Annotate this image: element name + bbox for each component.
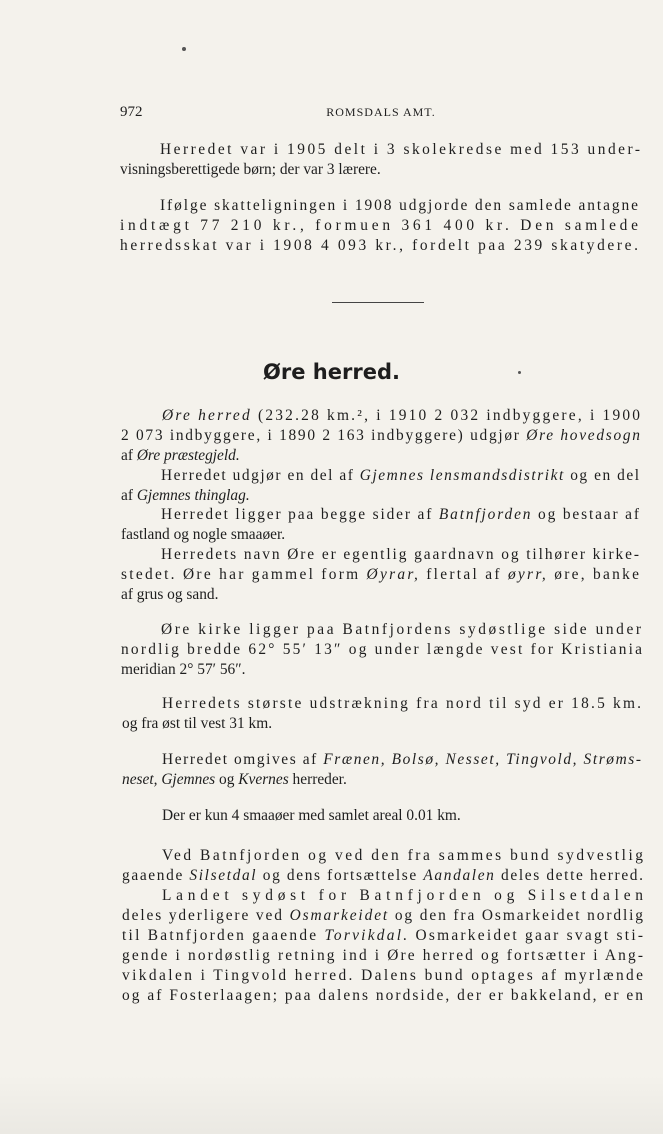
text-line (160, 196, 640, 216)
italic-text: Frænen, Bolsø, Nesset, Tingvold, Strøms- (323, 751, 643, 768)
italic-text: neset, Gjemnes (122, 771, 216, 788)
text-line (120, 236, 641, 256)
text-span: og dens fortsættelse (257, 867, 424, 884)
text-line (162, 846, 646, 866)
text-span: visningsberettigede børn; der var 3 lærere. (120, 161, 381, 178)
italic-text: Osmarkeidet (289, 907, 390, 924)
text-span: og bestaar af (532, 506, 641, 523)
text-span: og en del (564, 467, 641, 484)
text-span: fastland og nogle smaaøer. (121, 526, 286, 543)
text-span: Ved Batnfjorden og ved den fra sammes bund sydvestlig (162, 847, 646, 864)
italic-text: Torvikdal. (324, 927, 410, 944)
text-line (161, 620, 644, 640)
italic-text: Gjemnes thinglag. (136, 487, 250, 504)
text-line (122, 770, 347, 790)
text-line (121, 565, 641, 585)
text-line (121, 585, 218, 605)
text-line (121, 446, 240, 466)
text-span: herredsskat var i 1908 4 093 kr., fordelt paa 239 skatydere. (120, 237, 641, 254)
italic-text: Øre præstegjeld. (136, 447, 240, 464)
text-line (162, 694, 643, 714)
text-line (122, 714, 272, 734)
page-header (120, 104, 642, 124)
text-span: Herredets navn Øre er egentlig gaardnavn og tilhører kirke- (161, 546, 641, 563)
speck-mark (182, 47, 186, 51)
text-line (122, 966, 645, 986)
text-span: og af Fosterlaagen; paa dalens nordside, der er bakkeland, er en (122, 987, 646, 1004)
text-span: af (121, 487, 137, 504)
text-line (121, 660, 246, 680)
text-line (120, 216, 642, 236)
text-span: herreder. (288, 771, 347, 788)
italic-text: Øre hovedsogn (526, 427, 642, 444)
text-line (122, 926, 645, 946)
text-line (122, 906, 645, 926)
page-shading (0, 1074, 663, 1134)
text-line (121, 640, 644, 660)
text-line (122, 986, 645, 1006)
text-line (121, 426, 642, 446)
text-span: af grus og sand. (121, 586, 219, 603)
text-span: af (121, 447, 137, 464)
text-span: Herredets største udstrækning fra nord til syd er 18.5 km. (162, 695, 644, 712)
text-line (122, 946, 645, 966)
text-span: indtægt 77 210 kr., formuen 361 400 kr. Den samlede (120, 217, 642, 234)
text-span: gende i nordøstlig retning ind i Øre herred og fortsætter i Ang- (122, 947, 646, 964)
text-span: Øre kirke ligger paa Batnfjordens sydøstlige side under (161, 621, 644, 638)
text-span: meridian 2° 57′ 56″. (121, 661, 246, 678)
text-line (160, 140, 643, 160)
text-span: til Batnfjorden gaaende (122, 927, 325, 944)
text-span: flertal af (420, 566, 508, 583)
text-span: og den fra Osmarkeidet nordlig (389, 907, 645, 924)
text-span: Der er kun 4 smaaøer med samlet areal 0.01 km. (162, 807, 461, 824)
page-number: 972 (120, 104, 143, 120)
italic-text: Kvernes (238, 771, 289, 788)
text-span: gaaende (122, 867, 190, 884)
italic-text: Aandalen (423, 867, 496, 884)
text-line (161, 545, 641, 565)
italic-text: øyrr, (507, 566, 549, 583)
text-line (121, 525, 285, 545)
text-span: vikdalen i Tingvold herred. Dalens bund optages af myrlænde (122, 967, 646, 984)
italic-text: Øyrar, (366, 566, 421, 583)
text-span: Ifølge skatteligningen i 1908 udgjorde den samlede antagne (160, 197, 640, 214)
italic-text: Øre herred (162, 407, 252, 424)
text-line (120, 160, 381, 180)
italic-text: Silsetdal (189, 867, 258, 884)
text-span: og (215, 771, 239, 788)
text-span: deles dette herred. (495, 867, 645, 884)
running-head: ROMSDALS AMT. (326, 105, 436, 119)
text-span: deles yderligere ved (122, 907, 290, 924)
text-line (162, 886, 648, 906)
text-line (162, 406, 642, 426)
text-span: Herredet var i 1905 delt i 3 skolekredse med 153 under- (160, 141, 643, 158)
text-line (161, 505, 641, 525)
italic-text: Gjemnes lensmandsdistrikt (359, 467, 565, 484)
text-span: Herredet ligger paa begge sider af (161, 506, 439, 523)
text-line (162, 750, 643, 770)
text-span: og fra øst til vest 31 km. (122, 715, 273, 732)
section-title: Øre herred. (263, 360, 400, 384)
text-line (161, 466, 641, 486)
text-span: (232.28 km.², i 1910 2 032 indbyggere, i 1900 (251, 407, 643, 424)
text-span: Osmarkeidet gaar svagt sti- (409, 927, 646, 944)
text-span: Herredet udgjør en del af (161, 467, 360, 484)
text-span: Landet sydøst for Batnfjorden og Silsetdalen (162, 887, 648, 904)
text-line (122, 866, 645, 886)
text-span: nordlig bredde 62° 55′ 13″ og under længde vest for Kristiania (121, 641, 645, 658)
text-span: Herredet omgives af (162, 751, 324, 768)
italic-text: Batnfjorden (438, 506, 533, 523)
text-span: 2 073 indbyggere, i 1890 2 163 indbyggere) udgjør (121, 427, 527, 444)
section-divider (332, 302, 424, 303)
text-span: øre, banke (548, 566, 642, 583)
text-line (121, 486, 250, 506)
text-span: stedet. Øre har gammel form (121, 566, 367, 583)
text-line (162, 806, 461, 826)
